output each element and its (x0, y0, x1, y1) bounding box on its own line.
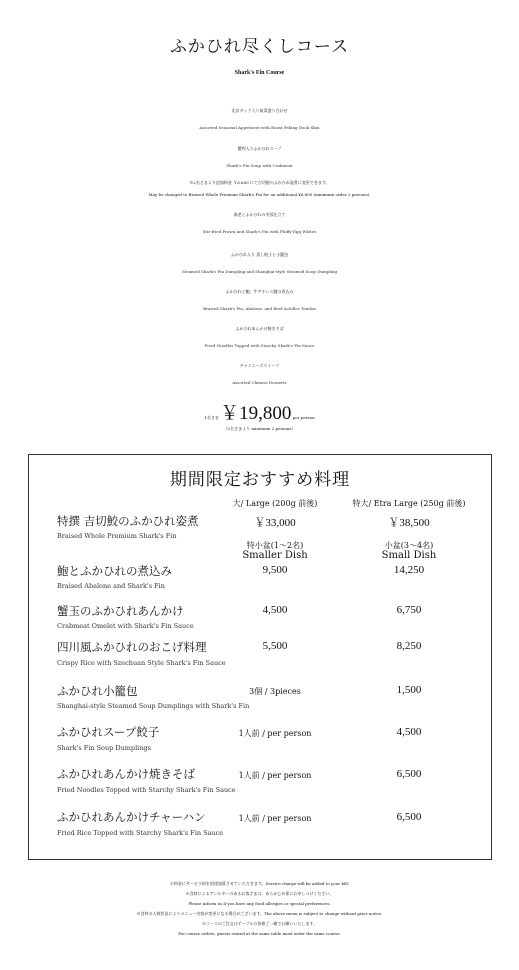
dish-price: ￥33,000 (254, 517, 296, 529)
course-item-en: Shark's Fin Soup with Crabmeat (226, 163, 293, 168)
page-subtitle: Shark's Fin Course (234, 70, 285, 76)
col-smaller-en: Smaller Dish (242, 550, 308, 561)
footer-note: ※料金にサービス料を別途加算させていただきます。Service charge will be added to your bill. (169, 881, 350, 886)
course-item-ja: 蟹肉入りふかひれスープ (237, 146, 282, 151)
course-item-ja: ふかひれ入り 蒸し餃子と小籠包 (230, 252, 289, 257)
col-small-en: Small Dish (381, 550, 437, 561)
dish-price: 4,500 (262, 604, 288, 616)
dish-price: 9,500 (262, 564, 288, 576)
dish-portion: 1人前 / per person (238, 771, 312, 780)
upgrade-note-en: May be changed to Braised Whole Premium Shark's Fin for an additional ¥6,600 (minimum order 2 persons). (148, 192, 371, 197)
col-smaller-header (215, 541, 335, 561)
dish-name: ふかひれあんかけチャーハン (57, 810, 206, 824)
dish-name: ふかひれスープ餃子 (57, 725, 160, 739)
col-smaller-ja: 特小盆(1～2名) (246, 541, 304, 550)
col-xlarge-header: 特大/ Etra Large (250g 前後) (352, 499, 466, 508)
course-item-ja: ふかひれあんかけ焼きそば (235, 326, 284, 331)
course-item-en: Assorted Seasonal Appetizers with Roast Peking Duck Skin (199, 125, 320, 130)
dish-name: 蟹玉のふかひれあんかけ (57, 604, 184, 618)
dish-name-en: Shanghai-style Steamed Soup Dumplings with Shark's Fin (57, 702, 250, 710)
dish-name-en: Braised Abalone and Shark's Fin (57, 582, 165, 590)
dish-name-en: Fried Noodles Topped with Starchy Shark's Fin Sauce (57, 786, 236, 794)
dish-price: 5,500 (262, 640, 288, 652)
dish-price: 1,500 (396, 684, 422, 696)
course-item-en: Steamed Shark's Fin Dumpling and Shanghai-style Steamed Soup Dumpling (181, 269, 338, 274)
dish-name: ふかひれ小籠包 (57, 684, 138, 698)
course-item-ja: 海老とふかひれの芙蓉仕立て (233, 212, 286, 217)
dish-portion: 1人前 / per person (238, 814, 312, 823)
dish-price: ￥38,500 (388, 517, 430, 529)
course-item-en: Braised Shark's Fin, Abalone, and Beef Achilles Tendon (203, 306, 316, 311)
price-amount: ￥19,800 (220, 403, 292, 424)
dish-name-en: Crabmeat Omelet with Shark's Fin Sauce (57, 622, 194, 630)
dish-price: 6,500 (396, 811, 422, 823)
dish-name-en: Braised Whole Premium Shark's Fin (57, 532, 177, 540)
col-small-ja: 小盆(3～4名) (384, 541, 434, 550)
dish-name: 四川風ふかひれのおこげ料理 (57, 640, 207, 654)
dish-name: 鮑とふかひれの煮込み (57, 564, 172, 578)
course-price (0, 398, 519, 425)
dish-portion: 1人前 / per person (238, 729, 312, 738)
dish-price: 8,250 (396, 640, 422, 652)
special-menu-title: 期間限定おすすめ料理 (169, 470, 351, 490)
dish-price: 4,500 (396, 726, 422, 738)
course-item-ja: 北京ダック入り前菜盛り合わせ (231, 108, 288, 113)
footer-note: For course orders, guests seated at the same table must order the same course. (178, 931, 341, 936)
dish-name-en: Fried Rice Topped with Starchy Shark's Fin Sauce (57, 829, 224, 837)
dish-name-en: Crispy Rice with Szechuan Style Shark's Fin Sauce (57, 659, 226, 667)
course-item-ja: ふかひれと鮑、牛アキレス腱の煮込み (225, 289, 294, 294)
upgrade-note-ja: ※2名さまより追加料金 ￥6,600 にて吉切鮫のふかひれ姿煮に変更できます。 (189, 180, 330, 185)
dish-name: 特撰 吉切鮫のふかひれ姿煮 (57, 514, 199, 528)
dish-portion: 3個 / 3pieces (249, 687, 301, 696)
course-item-en: Stir-fried Prawn and Shark's Fin with Fluffy Egg Whites (202, 229, 317, 234)
price-prefix: 1名さま (204, 415, 219, 420)
footer-note: Please inform us if you have any food allergies or special preferences. (188, 901, 331, 906)
footer-note: ※食材によるアレルギーのあるお客さまは、あらかじめ係にお申しつけください。 (185, 891, 334, 896)
dish-price: 14,250 (393, 564, 425, 576)
dish-name: ふかひれあんかけ焼きそば (57, 767, 195, 781)
page-title: ふかひれ尽くしコース (169, 37, 350, 57)
course-item-ja: チャイニーズスイーツ (239, 363, 280, 368)
course-item-en: Fried Noodles Topped with Starchy Shark's Fin Sauce (204, 343, 315, 348)
col-large-header: 大/ Large (200g 前後) (232, 499, 318, 508)
price-note: （2名さまより minimum 2 persons） (223, 426, 296, 431)
col-small-header (349, 541, 469, 561)
price-suffix: per person (292, 415, 315, 420)
course-item-en: Assorted Chinese Desserts (232, 380, 287, 385)
footer-note: ※コースのご注文はテーブルの皆様ご一緒でお願いいたします。 (201, 921, 318, 926)
dish-price: 6,500 (396, 768, 422, 780)
footer-note: ※食材の入荷状況によりメニュー内容が変更になる場合がございます。The above menu is subject to change without prior notice. (136, 911, 383, 916)
dish-name-en: Shark's Fin Soup Dumplings (57, 744, 151, 752)
special-menu-box (28, 454, 492, 860)
dish-price: 6,750 (396, 604, 422, 616)
